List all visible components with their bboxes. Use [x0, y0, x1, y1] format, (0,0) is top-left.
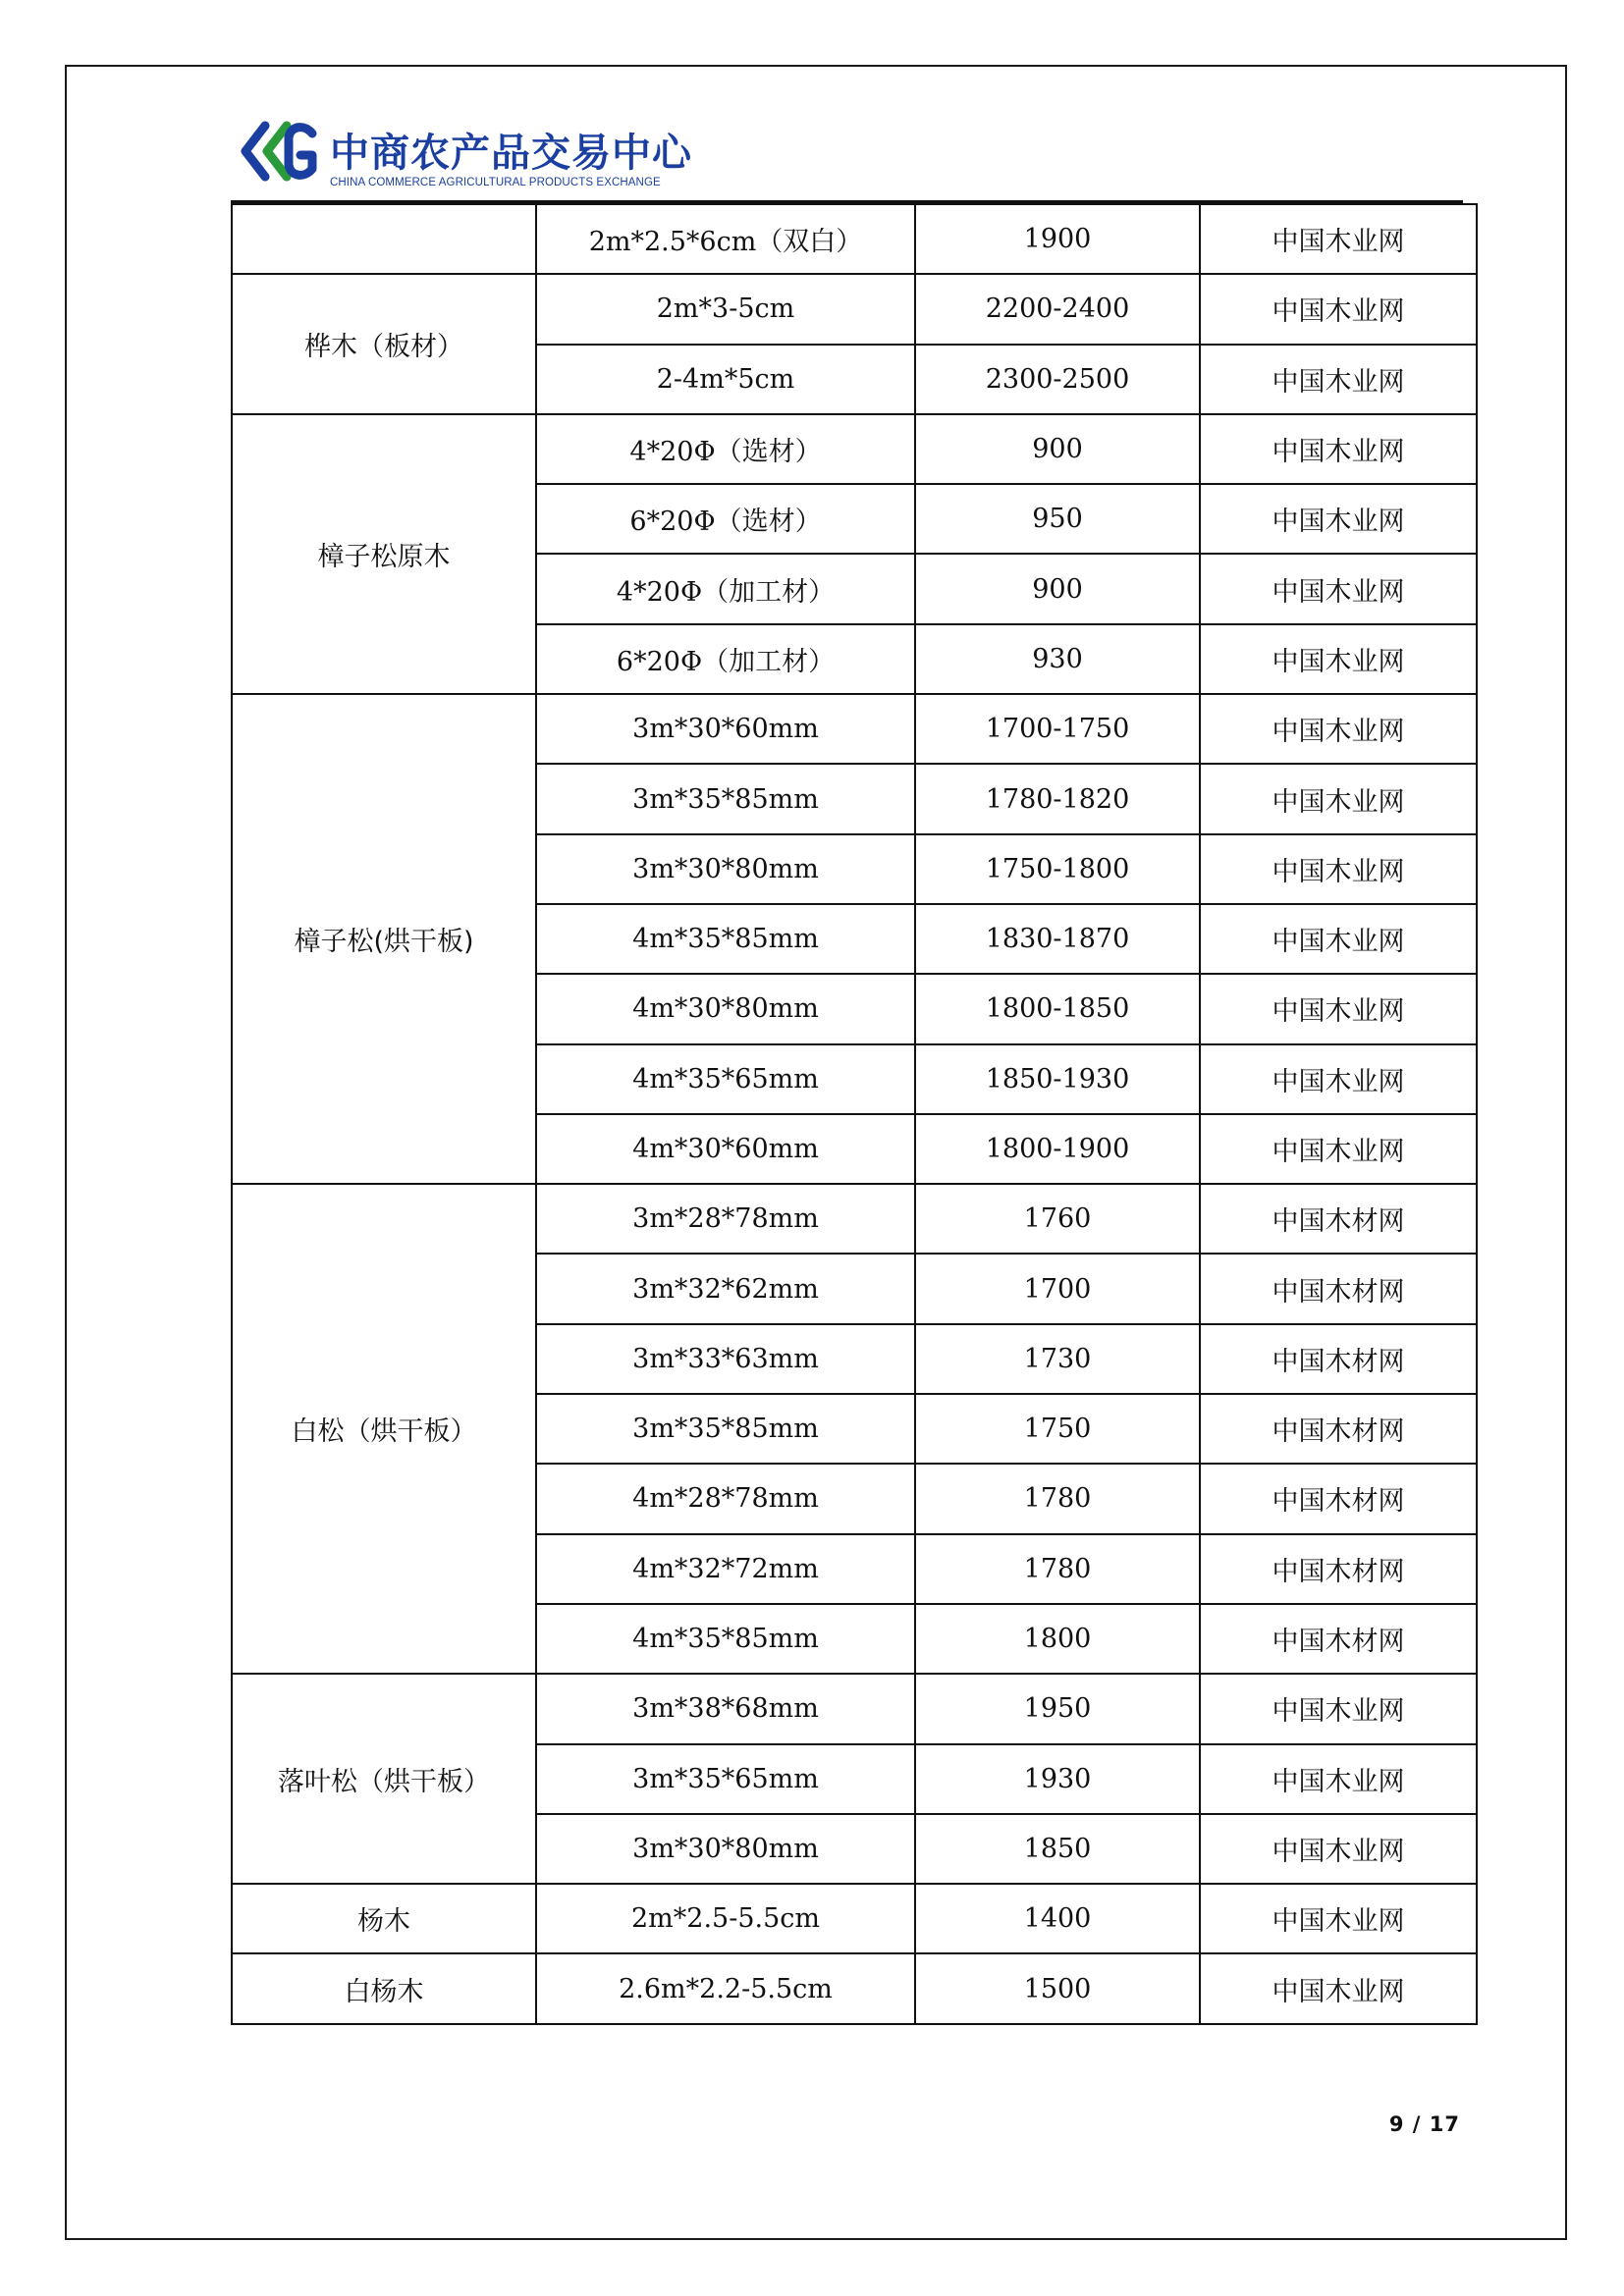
category-cell: 落叶松（烘干板） — [232, 1674, 536, 1884]
source-cell: 中国木业网 — [1200, 345, 1477, 414]
spec-cell: 3m*38*68mm — [536, 1674, 915, 1743]
category-cell: 樟子松(烘干板) — [232, 694, 536, 1184]
price-cell: 1830-1870 — [915, 904, 1200, 974]
category-cell: 白杨木 — [232, 1953, 536, 2023]
source-cell: 中国木业网 — [1200, 904, 1477, 974]
price-cell: 1730 — [915, 1324, 1200, 1394]
table-row — [232, 204, 1477, 274]
table-row — [232, 414, 1477, 484]
spec-cell: 3m*35*85mm — [536, 1394, 915, 1464]
table-row — [232, 694, 1477, 764]
source-cell: 中国木材网 — [1200, 1464, 1477, 1533]
source-cell: 中国木材网 — [1200, 1394, 1477, 1464]
company-logo — [236, 116, 692, 194]
price-cell: 1760 — [915, 1184, 1200, 1254]
price-cell: 930 — [915, 624, 1200, 694]
source-cell: 中国木材网 — [1200, 1604, 1477, 1674]
price-cell: 1780 — [915, 1534, 1200, 1604]
spec-cell: 2m*2.5-5.5cm — [536, 1884, 915, 1953]
price-cell: 1700-1750 — [915, 694, 1200, 764]
category-cell — [232, 204, 536, 274]
table-row — [232, 1674, 1477, 1743]
source-cell: 中国木业网 — [1200, 1744, 1477, 1814]
price-cell: 1400 — [915, 1884, 1200, 1953]
category-cell: 樟子松原木 — [232, 414, 536, 694]
price-cell: 1750 — [915, 1394, 1200, 1464]
spec-cell: 3m*30*80mm — [536, 1814, 915, 1884]
price-cell: 1900 — [915, 204, 1200, 274]
source-cell: 中国木业网 — [1200, 624, 1477, 694]
source-cell: 中国木业网 — [1200, 1884, 1477, 1953]
category-cell: 桦木（板材） — [232, 274, 536, 414]
price-cell: 1500 — [915, 1953, 1200, 2023]
spec-cell: 4m*32*72mm — [536, 1534, 915, 1604]
price-cell: 950 — [915, 484, 1200, 554]
spec-cell: 2m*2.5*6cm（双白） — [536, 204, 915, 274]
source-cell: 中国木业网 — [1200, 974, 1477, 1043]
logo-chinese-name: 中商农产品交易中心 — [330, 131, 692, 176]
price-cell: 1930 — [915, 1744, 1200, 1814]
spec-cell: 4*20Φ（选材） — [536, 414, 915, 484]
source-cell: 中国木业网 — [1200, 834, 1477, 904]
table-row — [232, 1884, 1477, 1953]
price-cell: 1950 — [915, 1674, 1200, 1743]
source-cell: 中国木业网 — [1200, 1044, 1477, 1114]
category-cell: 白松（烘干板） — [232, 1184, 536, 1674]
source-cell: 中国木材网 — [1200, 1534, 1477, 1604]
source-cell: 中国木业网 — [1200, 1814, 1477, 1884]
spec-cell: 4m*35*65mm — [536, 1044, 915, 1114]
table-row — [232, 274, 1477, 344]
source-cell: 中国木业网 — [1200, 1953, 1477, 2023]
spec-cell: 4*20Φ（加工材） — [536, 554, 915, 623]
spec-cell: 2-4m*5cm — [536, 345, 915, 414]
source-cell: 中国木材网 — [1200, 1184, 1477, 1254]
price-cell: 900 — [915, 554, 1200, 623]
price-cell: 2300-2500 — [915, 345, 1200, 414]
price-table — [231, 203, 1478, 2025]
logo-mark-icon — [236, 116, 326, 187]
price-cell: 1800-1900 — [915, 1114, 1200, 1184]
price-cell: 1750-1800 — [915, 834, 1200, 904]
source-cell: 中国木业网 — [1200, 414, 1477, 484]
logo-english-name: CHINA COMMERCE AGRICULTURAL PRODUCTS EXCHANGE — [330, 177, 661, 188]
spec-cell: 3m*32*62mm — [536, 1254, 915, 1323]
spec-cell: 4m*30*80mm — [536, 974, 915, 1043]
price-cell: 1780-1820 — [915, 764, 1200, 833]
source-cell: 中国木业网 — [1200, 694, 1477, 764]
spec-cell: 2m*3-5cm — [536, 274, 915, 344]
source-cell: 中国木业网 — [1200, 484, 1477, 554]
price-cell: 1800 — [915, 1604, 1200, 1674]
source-cell: 中国木材网 — [1200, 1254, 1477, 1323]
source-cell: 中国木业网 — [1200, 554, 1477, 623]
spec-cell: 4m*30*60mm — [536, 1114, 915, 1184]
table-row — [232, 1953, 1477, 2023]
source-cell: 中国木业网 — [1200, 274, 1477, 344]
spec-cell: 3m*28*78mm — [536, 1184, 915, 1254]
spec-cell: 3m*30*60mm — [536, 694, 915, 764]
spec-cell: 2.6m*2.2-5.5cm — [536, 1953, 915, 2023]
spec-cell: 3m*35*65mm — [536, 1744, 915, 1814]
page-number: 9 / 17 — [1388, 2112, 1460, 2136]
price-cell: 900 — [915, 414, 1200, 484]
source-cell: 中国木业网 — [1200, 1674, 1477, 1743]
spec-cell: 6*20Φ（选材） — [536, 484, 915, 554]
source-cell: 中国木材网 — [1200, 1324, 1477, 1394]
price-cell: 1800-1850 — [915, 974, 1200, 1043]
source-cell: 中国木业网 — [1200, 764, 1477, 833]
spec-cell: 4m*35*85mm — [536, 904, 915, 974]
table-row — [232, 1184, 1477, 1254]
source-cell: 中国木业网 — [1200, 1114, 1477, 1184]
spec-cell: 4m*35*85mm — [536, 1604, 915, 1674]
price-cell: 1700 — [915, 1254, 1200, 1323]
price-cell: 1850-1930 — [915, 1044, 1200, 1114]
category-cell: 杨木 — [232, 1884, 536, 1953]
spec-cell: 3m*35*85mm — [536, 764, 915, 833]
price-cell: 1850 — [915, 1814, 1200, 1884]
price-cell: 1780 — [915, 1464, 1200, 1533]
source-cell: 中国木业网 — [1200, 204, 1477, 274]
spec-cell: 3m*33*63mm — [536, 1324, 915, 1394]
spec-cell: 4m*28*78mm — [536, 1464, 915, 1533]
spec-cell: 6*20Φ（加工材） — [536, 624, 915, 694]
spec-cell: 3m*30*80mm — [536, 834, 915, 904]
price-cell: 2200-2400 — [915, 274, 1200, 344]
